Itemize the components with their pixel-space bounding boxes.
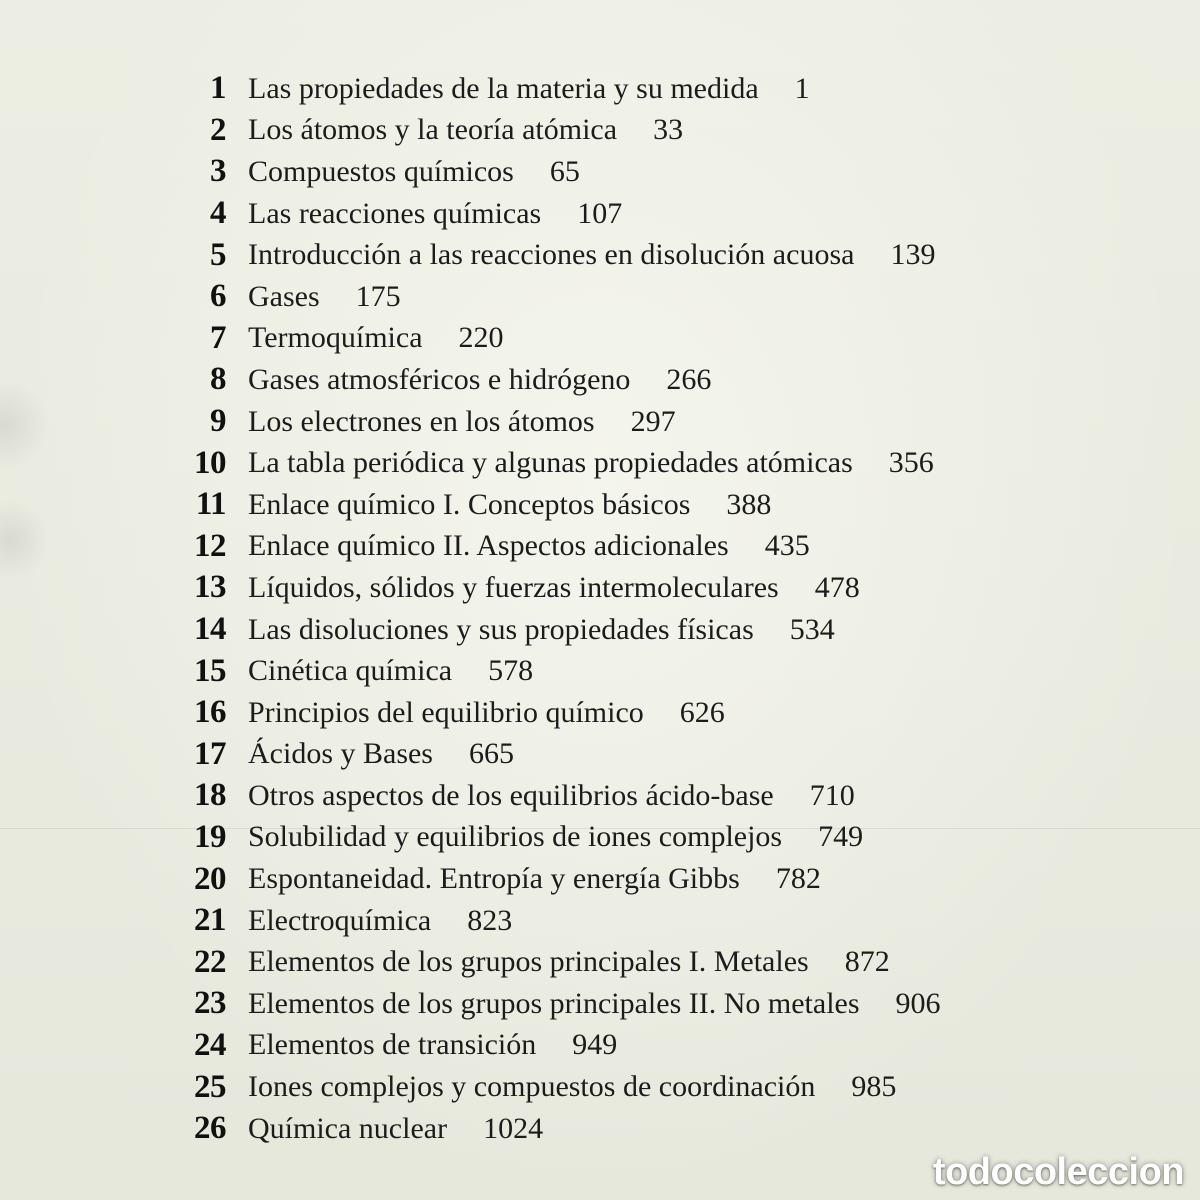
toc-entry <box>160 359 1100 401</box>
chapter-title: Elementos de transición <box>248 1028 537 1062</box>
chapter-page-number: 478 <box>814 570 860 604</box>
chapter-title: Principios del equilibrio químico <box>248 695 644 729</box>
chapter-page-number: 985 <box>851 1070 897 1104</box>
chapter-number: 9 <box>210 403 226 440</box>
chapter-title: La tabla periódica y algunas propiedades atómicas <box>248 446 853 480</box>
chapter-number: 15 <box>194 652 226 689</box>
chapter-number: 25 <box>194 1068 226 1105</box>
toc-entry <box>160 526 1100 568</box>
chapter-page-number: 906 <box>895 986 941 1020</box>
chapter-title: Gases atmosféricos e hidrógeno <box>248 362 631 396</box>
toc-entry <box>160 484 1100 526</box>
chapter-title: Las reacciones químicas <box>248 196 542 230</box>
chapter-page-number: 266 <box>666 362 712 396</box>
toc-entry <box>160 151 1100 193</box>
chapter-page-number: 388 <box>726 487 772 521</box>
toc-entry <box>160 276 1100 318</box>
chapter-number: 3 <box>210 153 226 190</box>
toc-entry <box>160 401 1100 443</box>
chapter-page-number: 710 <box>809 778 855 812</box>
chapter-title: Elementos de los grupos principales I. Metales <box>248 945 809 979</box>
chapter-page-number: 356 <box>888 446 934 480</box>
chapter-number: 2 <box>210 111 226 148</box>
chapter-page-number: 139 <box>890 238 936 272</box>
chapter-number: 14 <box>194 611 226 648</box>
chapter-page-number: 1024 <box>483 1111 544 1145</box>
chapter-page-number: 578 <box>488 654 534 688</box>
chapter-number: 19 <box>194 818 226 855</box>
chapter-title: Otros aspectos de los equilibrios ácido-base <box>248 778 774 812</box>
chapter-number: 8 <box>210 361 226 398</box>
table-of-contents <box>160 68 1100 1149</box>
chapter-page-number: 782 <box>775 862 821 896</box>
bleed-spot <box>0 380 50 470</box>
chapter-page-number: 435 <box>764 529 810 563</box>
chapter-number: 5 <box>210 236 226 273</box>
chapter-title: Los electrones en los átomos <box>248 404 595 438</box>
chapter-title: Las disoluciones y sus propiedades físicas <box>248 612 754 646</box>
chapter-title: Termoquímica <box>248 321 423 355</box>
chapter-title: Electroquímica <box>248 903 432 937</box>
chapter-title: Introducción a las reacciones en disolución acuosa <box>248 238 855 272</box>
toc-entry <box>160 734 1100 776</box>
toc-entry <box>160 775 1100 817</box>
chapter-page-number: 220 <box>458 321 504 355</box>
watermark-logo: todocoleccion <box>932 1151 1184 1193</box>
toc-entry <box>160 193 1100 235</box>
toc-entry <box>160 1066 1100 1108</box>
toc-entry <box>160 900 1100 942</box>
toc-entry <box>160 609 1100 651</box>
chapter-title: Enlace químico I. Conceptos básicos <box>248 487 691 521</box>
chapter-page-number: 626 <box>679 695 725 729</box>
chapter-number: 7 <box>210 319 226 356</box>
chapter-page-number: 107 <box>577 196 623 230</box>
chapter-page-number: 665 <box>468 737 514 771</box>
chapter-title: Iones complejos y compuestos de coordinación <box>248 1070 816 1104</box>
chapter-number: 4 <box>210 195 226 232</box>
chapter-title: Líquidos, sólidos y fuerzas intermoleculares <box>248 570 779 604</box>
chapter-number: 12 <box>194 527 226 564</box>
toc-entry <box>160 1025 1100 1067</box>
chapter-page-number: 1 <box>794 71 810 105</box>
chapter-title: Química nuclear <box>248 1111 448 1145</box>
toc-entry <box>160 692 1100 734</box>
chapter-page-number: 33 <box>653 113 684 147</box>
chapter-number: 1 <box>210 70 226 107</box>
bleed-spot <box>0 500 50 580</box>
toc-entry <box>160 567 1100 609</box>
chapter-page-number: 749 <box>818 820 864 854</box>
toc-entry <box>160 650 1100 692</box>
toc-entry <box>160 941 1100 983</box>
chapter-page-number: 949 <box>572 1028 618 1062</box>
chapter-number: 26 <box>194 1110 226 1147</box>
chapter-title: Los átomos y la teoría atómica <box>248 113 618 147</box>
toc-entry <box>160 68 1100 110</box>
toc-entry <box>160 318 1100 360</box>
toc-entry <box>160 983 1100 1025</box>
chapter-title: Solubilidad y equilibrios de iones complejos <box>248 820 783 854</box>
chapter-number: 21 <box>194 902 226 939</box>
chapter-title: Las propiedades de la materia y su medida <box>248 71 759 105</box>
chapter-number: 11 <box>195 486 226 523</box>
chapter-number: 17 <box>194 735 226 772</box>
chapter-number: 18 <box>194 777 226 814</box>
chapter-number: 6 <box>210 278 226 315</box>
chapter-page-number: 823 <box>467 903 513 937</box>
chapter-title: Ácidos y Bases <box>248 737 433 771</box>
chapter-number: 20 <box>194 860 226 897</box>
toc-entry <box>160 234 1100 276</box>
chapter-page-number: 872 <box>844 945 890 979</box>
chapter-page-number: 175 <box>355 279 401 313</box>
toc-entry <box>160 858 1100 900</box>
chapter-page-number: 65 <box>549 154 580 188</box>
chapter-title: Cinética química <box>248 654 453 688</box>
chapter-number: 23 <box>194 985 226 1022</box>
chapter-title: Elementos de los grupos principales II. No metales <box>248 986 860 1020</box>
toc-entry <box>160 442 1100 484</box>
chapter-title: Compuestos químicos <box>248 154 514 188</box>
chapter-number: 13 <box>194 569 226 606</box>
chapter-page-number: 297 <box>630 404 676 438</box>
chapter-title: Espontaneidad. Entropía y energía Gibbs <box>248 862 740 896</box>
chapter-number: 10 <box>194 444 226 481</box>
chapter-page-number: 534 <box>789 612 835 646</box>
chapter-number: 24 <box>194 1026 226 1063</box>
chapter-title: Enlace químico II. Aspectos adicionales <box>248 529 729 563</box>
toc-entry <box>160 1108 1100 1150</box>
chapter-number: 22 <box>194 943 226 980</box>
toc-entry <box>160 110 1100 152</box>
chapter-title: Gases <box>248 279 320 313</box>
chapter-number: 16 <box>194 694 226 731</box>
toc-entry <box>160 817 1100 859</box>
